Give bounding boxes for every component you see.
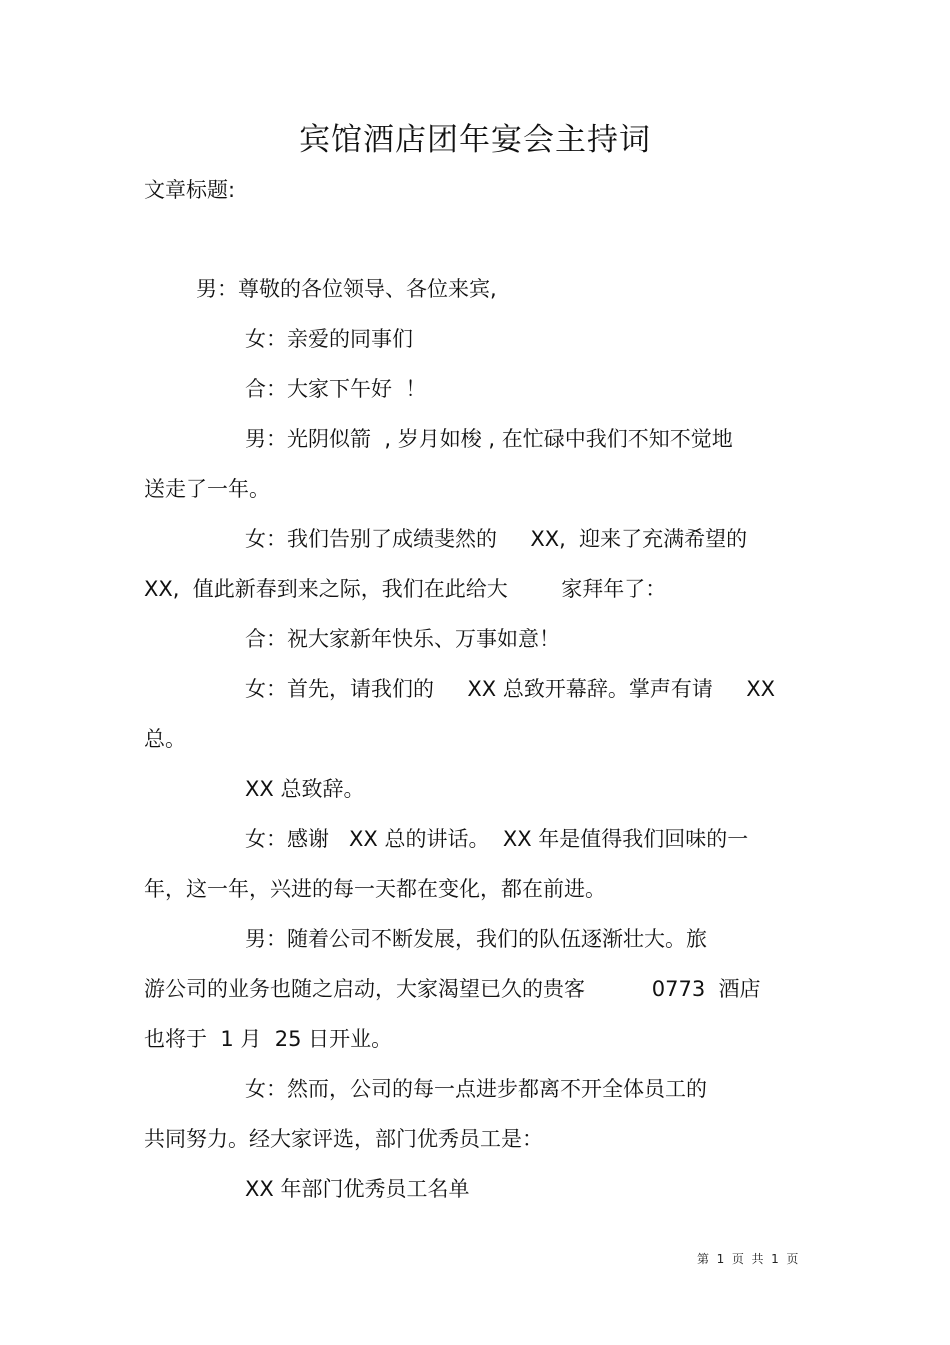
- paragraph-line: 共同努力。经大家评选，部门优秀员工是：: [144, 1127, 543, 1151]
- paragraph-line: 男：随着公司不断发展，我们的队伍逐渐壮大。旅: [245, 927, 707, 951]
- paragraph-line: 送走了一年。: [144, 477, 270, 501]
- paragraph-line: 女：感谢 XX 总的讲话。 XX 年是值得我们回味的一: [245, 827, 749, 851]
- paragraph-line: 女：亲爱的同事们: [245, 327, 413, 351]
- paragraph-line: 女：然而，公司的每一点进步都离不开全体员工的: [245, 1077, 707, 1101]
- page-number-footer: 第 1 页 共 1 页: [697, 1252, 799, 1266]
- paragraph-line: XX 年部门优秀员工名单: [245, 1177, 470, 1201]
- paragraph-line: 女：我们告别了成绩斐然的 XX, 迎来了充满希望的: [245, 527, 748, 551]
- paragraph-line: 年，这一年，兴进的每一天都在变化，都在前进。: [144, 877, 606, 901]
- paragraph-line: 合：祝大家新年快乐、万事如意！: [245, 627, 560, 651]
- paragraph-line: 总。: [144, 727, 186, 751]
- subtitle-label: 文章标题:: [144, 178, 236, 202]
- paragraph-line: 男：尊敬的各位领导、各位来宾,: [196, 277, 497, 301]
- paragraph-line: 合：大家下午好 ！: [245, 377, 427, 401]
- paragraph-line: XX 总致辞。: [245, 777, 365, 801]
- paragraph-line: 女：首先，请我们的 XX 总致开幕辞。掌声有请 XX: [245, 677, 775, 701]
- document-title: 宾馆酒店团年宴会主持词: [299, 122, 651, 158]
- paragraph-line: 也将于 1 月 25 日开业。: [144, 1027, 393, 1051]
- paragraph-line: 游公司的业务也随之启动，大家渴望已久的贵客 0773 酒店: [144, 977, 761, 1001]
- paragraph-line: XX, 值此新春到来之际，我们在此给大 家拜年了：: [144, 577, 667, 601]
- paragraph-line: 男：光阴似箭 , 岁月如梭 , 在忙碌中我们不知不觉地: [245, 427, 733, 451]
